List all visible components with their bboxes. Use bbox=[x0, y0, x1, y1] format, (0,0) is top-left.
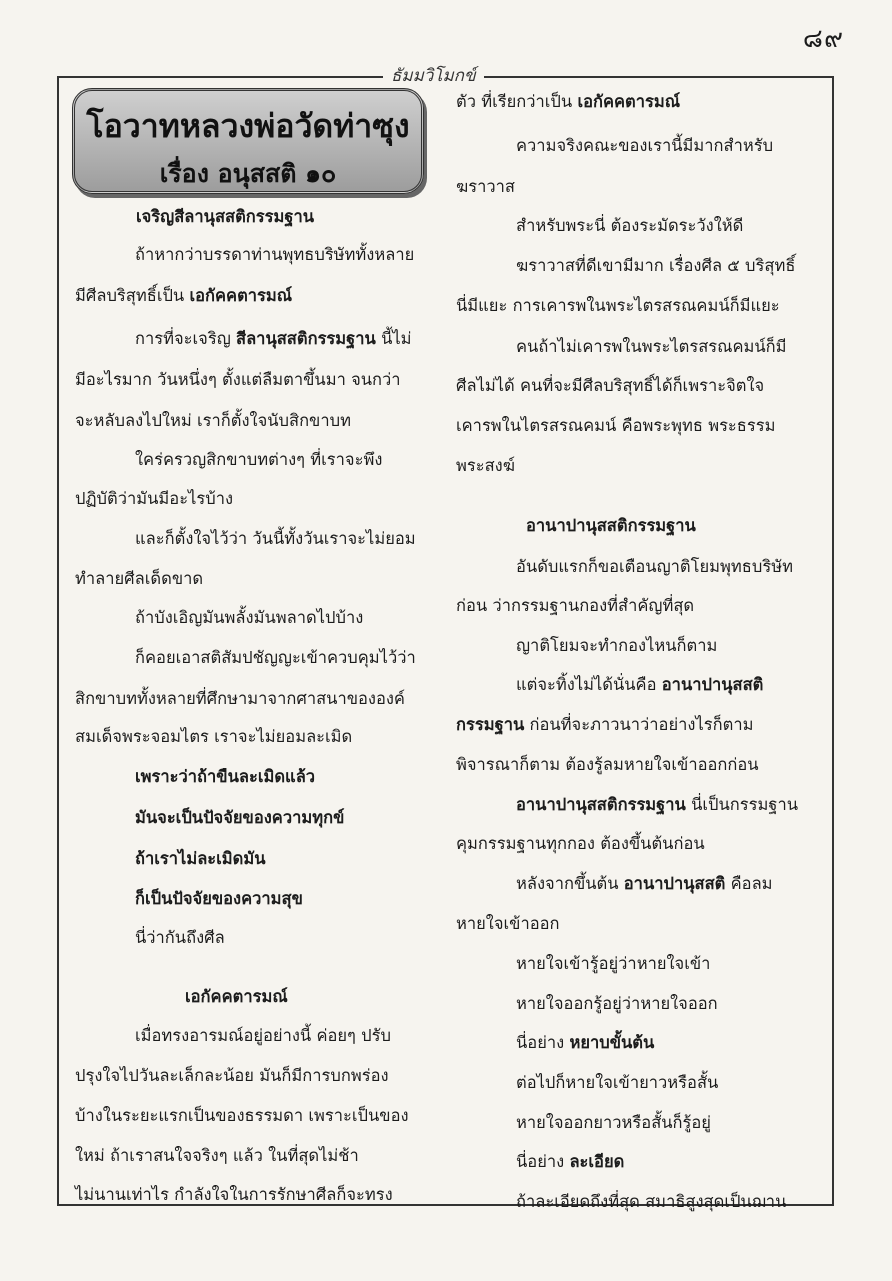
title-box bbox=[72, 88, 424, 194]
text-segment: ฆราวาสที่ดีเขามีมาก เรื่องศีล ๕ บริสุทธิ์ bbox=[516, 256, 796, 275]
text-segment: พิจารณาก็ตาม ต้องรู้ลมหายใจเข้าออกก่อน bbox=[456, 755, 759, 774]
running-head: ธัมมวิโมกข์ bbox=[383, 62, 484, 89]
right-column-line bbox=[516, 793, 798, 817]
left-column-line bbox=[75, 687, 405, 711]
left-column-line bbox=[135, 606, 363, 630]
text-segment: แต่จะทิ้งไม่ได้นั่นคือ bbox=[516, 675, 662, 694]
text-segment: นี่อย่าง bbox=[516, 1033, 570, 1052]
right-column-line bbox=[456, 90, 680, 114]
right-column-line bbox=[516, 1031, 654, 1055]
left-column-line bbox=[75, 1064, 389, 1088]
text-segment: ตัว ที่เรียกว่าเป็น bbox=[456, 92, 578, 111]
text-segment: ใหม่ ถ้าเราสนใจจริงๆ แล้ว ในที่สุดไม่ช้า bbox=[75, 1146, 359, 1165]
left-column-line bbox=[75, 725, 352, 749]
title-main: โอวาทหลวงพ่อวัดท่าซุง bbox=[86, 107, 410, 145]
right-column-line bbox=[456, 175, 515, 199]
text-segment: เมื่อทรงอารมณ์อยู่อย่างนี้ ค่อยๆ ปรับ bbox=[135, 1026, 391, 1045]
text-segment: ถ้าบังเอิญมันพลั้งมันพลาดไปบ้าง bbox=[135, 608, 364, 627]
bold-text: กรรมฐาน bbox=[456, 715, 525, 734]
text-segment: ญาติโยมจะทำกองไหนก็ตาม bbox=[516, 636, 718, 655]
left-column-line bbox=[135, 765, 315, 789]
bold-text: เจริญสีลานุสสติกรรมฐาน bbox=[136, 207, 315, 226]
bold-text: สีลานุสสติกรรมฐาน bbox=[236, 329, 376, 348]
text-segment: พระสงฆ์ bbox=[456, 456, 515, 475]
left-column-line bbox=[135, 327, 412, 351]
right-column-line bbox=[516, 952, 710, 976]
left-column-line bbox=[135, 243, 414, 267]
right-column-line bbox=[456, 753, 759, 777]
text-segment: มีศีลบริสุทธิ์เป็น bbox=[75, 286, 190, 305]
text-segment: ใคร่ครวญสิกขาบทต่างๆ ที่เราจะพึง bbox=[135, 450, 383, 469]
bold-text: อานาปานุสสติ bbox=[661, 675, 764, 694]
right-column-line bbox=[516, 1071, 718, 1095]
text-segment: ความจริงคณะของเรานี้มีมากสำหรับ bbox=[516, 136, 774, 155]
right-column-line bbox=[516, 1111, 711, 1135]
text-segment: ก็คอยเอาสติสัมปชัญญะเข้าควบคุมไว้ว่า bbox=[135, 648, 416, 667]
left-column-line bbox=[75, 1104, 409, 1128]
text-segment: สำหรับพระนี่ ต้องระมัดระวังให้ดี bbox=[516, 216, 744, 235]
left-column-line bbox=[135, 926, 225, 950]
text-segment: ฆราวาส bbox=[456, 177, 515, 196]
right-column-line bbox=[516, 254, 795, 278]
bold-text: เพราะว่าถ้าขืนละเมิดแล้ว bbox=[135, 767, 316, 786]
left-column-line bbox=[185, 985, 288, 1009]
right-column-line bbox=[456, 454, 515, 478]
right-column-line bbox=[456, 912, 560, 936]
text-segment: สมเด็จพระจอมไตร เราจะไม่ยอมละเมิด bbox=[75, 727, 353, 746]
right-column-line bbox=[516, 134, 773, 158]
right-column-line bbox=[456, 414, 775, 438]
text-segment: จะหลับลงไปใหม่ เราก็ตั้งใจนับสิกขาบท bbox=[75, 411, 351, 430]
right-column-line bbox=[456, 713, 753, 737]
right-column-line bbox=[516, 214, 743, 238]
text-segment: อันดับแรกก็ขอเตือนญาติโยมพุทธบริษัท bbox=[516, 557, 793, 576]
text-segment: บ้างในระยะแรกเป็นของธรรมดา เพราะเป็นของ bbox=[75, 1106, 409, 1125]
left-column-line bbox=[75, 409, 351, 433]
right-column-line bbox=[516, 634, 717, 658]
text-segment: ทำลายศีลเด็ดขาด bbox=[75, 569, 204, 588]
bold-text: อานาปานุสสติกรรมฐาน bbox=[516, 795, 686, 814]
title-sub: เรื่อง อนุสสติ ๑๐ bbox=[159, 159, 337, 188]
left-column-line bbox=[135, 527, 416, 551]
bold-text: ถ้าเราไม่ละเมิดมัน bbox=[135, 849, 266, 868]
text-segment: ถ้าละเอียดถึงที่สุด สมาธิสูงสุดเป็นฌาน bbox=[516, 1192, 787, 1211]
text-segment: นี่อย่าง bbox=[516, 1152, 570, 1171]
text-segment: มีอะไรมาก วันหนึ่งๆ ตั้งแต่ลืมตาขึ้นมา จนกว่า bbox=[75, 370, 401, 389]
bold-text: มันจะเป็นปัจจัยของความทุกข์ bbox=[135, 808, 345, 827]
right-column-line bbox=[526, 514, 696, 538]
text-segment: นี่มีแยะ การเคารพในพระไตรสรณคมน์ก็มีแยะ bbox=[456, 296, 780, 315]
bold-text: อานาปานุสสติกรรมฐาน bbox=[526, 516, 696, 535]
text-segment: คือลม bbox=[725, 874, 773, 893]
right-column-line bbox=[456, 832, 705, 856]
text-segment: สิกขาบททั้งหลายที่ศึกษามาจากศาสนาขององค์ bbox=[75, 689, 405, 708]
right-column-line bbox=[516, 992, 718, 1016]
left-column-line bbox=[135, 887, 303, 911]
text-segment: หลังจากขึ้นต้น bbox=[516, 874, 624, 893]
left-column-line bbox=[75, 1183, 393, 1207]
left-column-line bbox=[75, 567, 203, 591]
text-segment: คุมกรรมฐานทุกกอง ต้องขึ้นต้นก่อน bbox=[456, 834, 705, 853]
right-column-line bbox=[516, 1150, 624, 1174]
text-segment: นี่เป็นกรรมฐาน bbox=[685, 795, 799, 814]
text-segment: ก่อน ว่ากรรมฐานกองที่สำคัญที่สุด bbox=[456, 596, 695, 615]
bold-text: ก็เป็นปัจจัยของความสุข bbox=[135, 889, 303, 908]
left-column-line bbox=[135, 646, 416, 670]
bold-text: เอกัคคตารมณ์ bbox=[577, 92, 681, 111]
left-column-line bbox=[135, 448, 382, 472]
bold-text: ละเอียด bbox=[569, 1152, 625, 1171]
text-segment: ไม่นานเท่าไร กำลังใจในการรักษาศีลก็จะทรง bbox=[75, 1185, 393, 1204]
text-segment: หายใจเข้าออก bbox=[456, 914, 560, 933]
page-number: ๘๙ bbox=[802, 24, 844, 54]
bold-text: เอกัคคตารมณ์ bbox=[185, 987, 288, 1006]
text-segment: คนถ้าไม่เคารพในพระไตรสรณคมน์ก็มี bbox=[516, 337, 787, 356]
left-column-line bbox=[135, 847, 266, 871]
right-column-line bbox=[456, 374, 764, 398]
bold-text: เอกัคคตารมณ์ bbox=[189, 286, 293, 305]
left-column-line bbox=[135, 806, 344, 830]
text-segment: นี่ว่ากันถึงศีล bbox=[135, 928, 225, 947]
text-segment: หายใจเข้ารู้อยู่ว่าหายใจเข้า bbox=[516, 954, 711, 973]
text-segment: ศีลไม่ได้ คนที่จะมีศีลบริสุทธิ์ได้ก็เพราะจิตใจ bbox=[456, 376, 765, 395]
text-segment: การที่จะเจริญ bbox=[135, 329, 236, 348]
right-column-line bbox=[516, 872, 773, 896]
left-column-line bbox=[75, 284, 292, 308]
left-column-line bbox=[135, 1024, 391, 1048]
right-column-line bbox=[456, 294, 780, 318]
text-segment: และก็ตั้งใจไว้ว่า วันนี้ทั้งวันเราจะไม่ยอม bbox=[135, 529, 416, 548]
right-column-line bbox=[516, 335, 787, 359]
right-column-line bbox=[516, 673, 763, 697]
text-segment: หายใจออกรู้อยู่ว่าหายใจออก bbox=[516, 994, 718, 1013]
right-column-line bbox=[516, 555, 793, 579]
bold-text: อานาปานุสสติ bbox=[623, 874, 726, 893]
left-column-line bbox=[136, 205, 314, 229]
right-column-line bbox=[456, 594, 694, 618]
text-segment: หายใจออกยาวหรือสั้นก็รู้อยู่ bbox=[516, 1113, 711, 1132]
text-segment: ก่อนที่จะภาวนาว่าอย่างไรก็ตาม bbox=[524, 715, 754, 734]
left-column-line bbox=[75, 487, 233, 511]
text-segment: ปรุงใจไปวันละเล็กละน้อย มันก็มีการบกพร่อง bbox=[75, 1066, 389, 1085]
text-segment: ถ้าหากว่าบรรดาท่านพุทธบริษัททั้งหลาย bbox=[135, 245, 415, 264]
text-segment: นี้ไม่ bbox=[375, 329, 412, 348]
text-segment: เคารพในไตรสรณคมน์ คือพระพุทธ พระธรรม bbox=[456, 416, 776, 435]
left-column-line bbox=[75, 368, 401, 392]
right-column-line bbox=[516, 1190, 786, 1214]
text-segment: ปฏิบัติว่ามันมีอะไรบ้าง bbox=[75, 489, 234, 508]
left-column-line bbox=[75, 1144, 359, 1168]
text-segment: ต่อไปก็หายใจเข้ายาวหรือสั้น bbox=[516, 1073, 719, 1092]
bold-text: หยาบขั้นต้น bbox=[569, 1033, 655, 1052]
